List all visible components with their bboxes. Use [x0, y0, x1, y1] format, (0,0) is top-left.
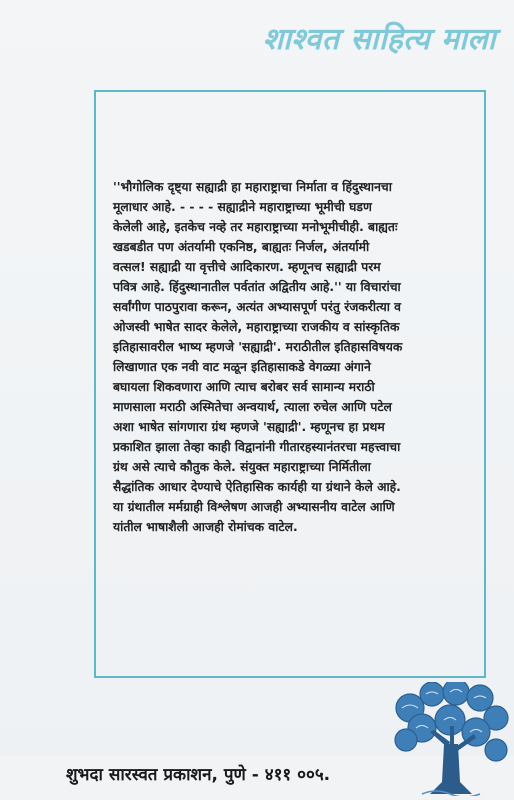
blurb-line: ''भौगोलिक दृष्ट्या सह्याद्री हा महाराष्ट्राचा निर्माता व हिंदुस्थानचा [113, 180, 392, 194]
series-title: शाश्वत साहित्य माला [262, 22, 496, 57]
blurb-line: ग्रंथ असे त्याचे कौतुक केले. संयुक्त महाराष्ट्राच्या निर्मितीला [113, 460, 371, 474]
blurb-line: लिखाणात एक नवी वाट मळून इतिहासाकडे वेगळ्या अंगाने [113, 360, 371, 374]
tree-logo-icon [392, 682, 510, 796]
blurb-line: या ग्रंथातील मर्मग्राही विश्लेषण आजही अभ्यासनीय वाटेल आणि [113, 500, 395, 514]
blurb-text [113, 177, 466, 537]
logo-foliage [485, 739, 507, 761]
blurb-line: सर्वांगीण पाठपुरावा करून, अत्यंत अभ्यासपूर्ण परंतु रंजकरीत्या व [113, 300, 402, 314]
blurb-line: वत्सल! सह्याद्री या वृत्तीचे आदिकारण. म्हणूनच सह्याद्री परम [113, 260, 381, 274]
logo-foliage [443, 682, 469, 705]
blurb-line: मूलाधार आहे. - - - - सह्याद्रीने महाराष्ट्राच्या भूमीची घडण [113, 200, 372, 214]
blurb-line: प्रकाशित झाला तेव्हा काही विद्वानांनी गीतारहस्यानंतरचा महत्त्वाचा [113, 440, 401, 454]
blurb-line: सैद्धांतिक आधार देण्याचे ऐतिहासिक कार्यही या ग्रंथाने केले आहे. [113, 480, 401, 494]
blurb-line: इतिहासावरील भाष्य म्हणजे 'सह्याद्री'. मराठीतील इतिहासविषयक [113, 340, 403, 354]
publisher-name: शुभदा सारस्वत प्रकाशन, पुणे - ४११ ००५. [66, 765, 331, 785]
blurb-line: ओजस्वी भाषेत सादर केलेले, महाराष्ट्राच्या राजकीय व सांस्कृतिक [113, 320, 400, 334]
blurb-line: अशा भाषेत सांगणारा ग्रंथ म्हणजे 'सह्याद्री'. म्हणूनच हा प्रथम [113, 420, 385, 434]
blurb-line: केलेली आहे, इतकेच नव्हे तर महाराष्ट्राच्या मनोभूमीचीही. बाह्यतः [113, 220, 398, 234]
logo-foliage [467, 685, 493, 711]
blurb-line: यांतील भाषाशैली आजही रोमांचक वाटेल. [113, 520, 298, 534]
blurb-line: खडबडीत पण अंतर्यामी एकनिष्ठ, बाह्यतः निर्जल, अंतर्यामी [113, 240, 370, 254]
blurb-line: बघायला शिकवणारा आणि त्याच बरोबर सर्व सामान्य मराठी [113, 380, 375, 394]
blurb-line: पवित्र आहे. हिंदुस्थानातील पर्वतांत अद्वितीय आहे.'' या विचारांचा [113, 280, 401, 294]
blurb-line: माणसाला मराठी अस्मितेचा अन्वयार्थ, त्याला रुचेल आणि पटेल [113, 400, 392, 414]
logo-foliage [395, 729, 417, 751]
logo-foliage [420, 682, 444, 706]
